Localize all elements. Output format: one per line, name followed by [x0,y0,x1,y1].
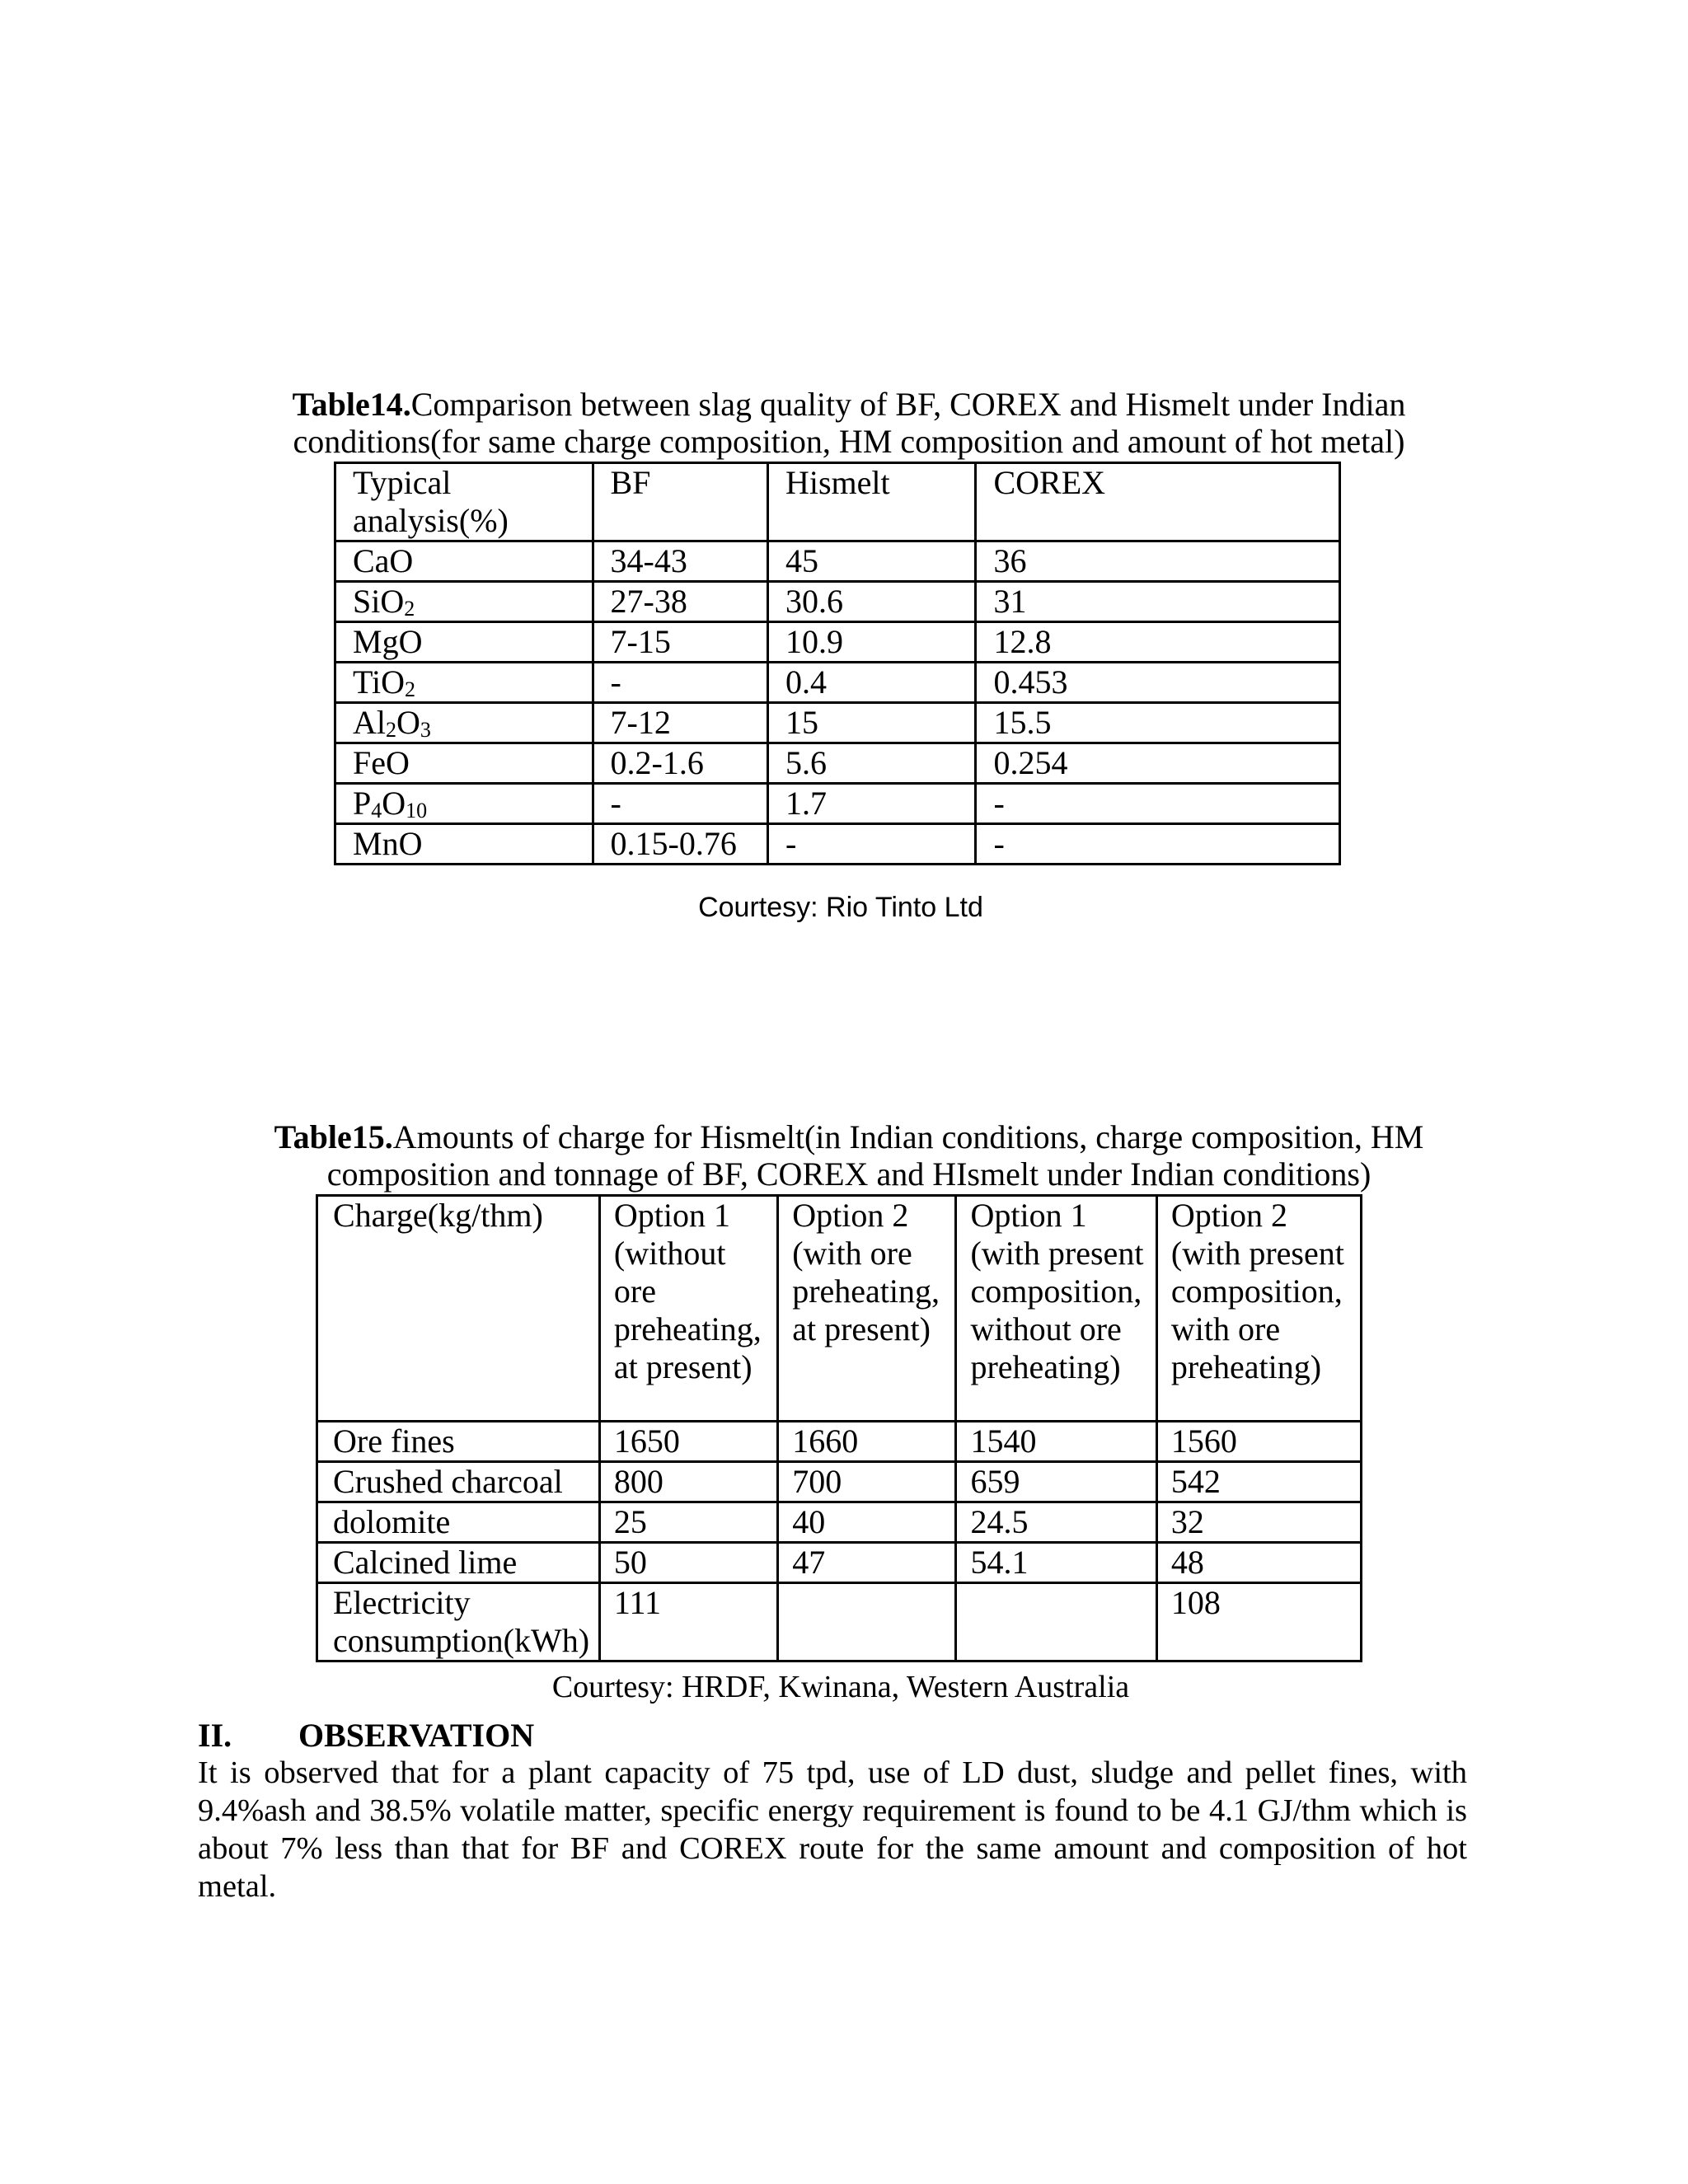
table15-header-option1-present: Option 1 (without ore preheating, at present) [599,1196,777,1422]
cell-hismelt: 15 [767,703,975,743]
table14-courtesy: Courtesy: Rio Tinto Ltd [698,892,983,923]
cell-hismelt: 0.4 [767,663,975,703]
table15-courtesy: Courtesy: HRDF, Kwinana, Western Australia [551,1670,1130,1704]
cell-hismelt: 30.6 [767,582,975,622]
row-label: Calcined lime [317,1543,600,1583]
cell-corex: 36 [976,541,1340,582]
table15-caption-line1: Amounts of charge for Hismelt(in Indian conditions, charge composition, HM [392,1118,1424,1155]
table-row [317,1422,1362,1462]
cell: 108 [1156,1583,1361,1661]
cell: 111 [599,1583,777,1661]
cell: 1540 [956,1422,1156,1462]
cell-hismelt: - [767,824,975,865]
table15-caption [231,1118,1467,1193]
cell-corex: 12.8 [976,622,1340,663]
cell-hismelt: 10.9 [767,622,975,663]
table15-header-option1-composition: Option 1 (with present composition, without ore preheating) [956,1196,1156,1422]
row-label: Electricity consumption(kWh) [317,1583,600,1661]
table15-header-row [317,1196,1362,1422]
cell: 800 [599,1462,777,1502]
table14-header-analysis: Typical analysis(%) [335,463,593,541]
table15-label: Table15. [274,1118,393,1155]
table-row [317,1583,1362,1661]
cell: 48 [1156,1543,1361,1583]
cell: 1650 [599,1422,777,1462]
row-label: CaO [335,541,593,582]
section-title: OBSERVATION [298,1717,535,1754]
table-row [317,1543,1362,1583]
table15-header-charge: Charge(kg/thm) [317,1196,600,1422]
section-number: II. [198,1717,232,1754]
cell-corex: - [976,824,1340,865]
row-label: Ore fines [317,1422,600,1462]
table-row [335,582,1340,622]
cell-bf: 7-15 [593,622,767,663]
cell-corex: 0.254 [976,743,1340,784]
row-label: TiO$_2$ [335,663,593,703]
cell-bf: 0.15-0.76 [593,824,767,865]
cell: 700 [778,1462,956,1502]
cell [956,1583,1156,1661]
table-row [335,824,1340,865]
table15 [316,1194,1362,1662]
table15-header-option2-composition: Option 2 (with present composition, with ore preheating) [1156,1196,1361,1422]
row-label: Crushed charcoal [317,1462,600,1502]
cell-bf: 34-43 [593,541,767,582]
table15-header-option2-present: Option 2 (with ore preheating, at present) [778,1196,956,1422]
cell: 54.1 [956,1543,1156,1583]
cell-hismelt: 5.6 [767,743,975,784]
table-row [335,743,1340,784]
table14-caption [247,386,1451,460]
cell: 659 [956,1462,1156,1502]
row-label: $P_4O_{10}$ [335,784,593,824]
cell-corex: 0.453 [976,663,1340,703]
table-row [317,1462,1362,1502]
table-row [335,541,1340,582]
row-label: FeO [335,743,593,784]
cell: 542 [1156,1462,1361,1502]
cell: 1660 [778,1422,956,1462]
row-label: MgO [335,622,593,663]
cell [778,1583,956,1661]
row-label: MnO [335,824,593,865]
section-heading [198,1716,534,1755]
cell-bf: 0.2-1.6 [593,743,767,784]
cell-corex: 31 [976,582,1340,622]
table14-header-bf: BF [593,463,767,541]
cell-bf: 27-38 [593,582,767,622]
cell-corex: 15.5 [976,703,1340,743]
row-label: SiO$_2$ [335,582,593,622]
table-row [335,663,1340,703]
table14-header-corex: COREX [976,463,1340,541]
cell-corex: - [976,784,1340,824]
table14-header-hismelt: Hismelt [767,463,975,541]
cell-hismelt: 45 [767,541,975,582]
cell: 24.5 [956,1502,1156,1543]
table-row [335,784,1340,824]
cell-hismelt: 1.7 [767,784,975,824]
cell-bf: - [593,663,767,703]
cell: 32 [1156,1502,1361,1543]
table-row [335,622,1340,663]
table14-label: Table14. [292,386,411,423]
row-label: dolomite [317,1502,600,1543]
table-row [335,703,1340,743]
table-row [317,1502,1362,1543]
cell-bf: - [593,784,767,824]
table14-caption-line2: conditions(for same charge composition, HM composition and amount of hot metal) [293,423,1405,460]
observation-paragraph: It is observed that for a plant capacity of 75 tpd, use of LD dust, sludge and pellet fines, with 9.4%ash and 38.5% volatile matter, specific energy requirement is found to be 4.1 GJ/thm which is about 7% less than that for BF and COREX route for the same amount and composition of hot metal. [198,1755,1467,1904]
cell-bf: 7-12 [593,703,767,743]
cell: 47 [778,1543,956,1583]
table14 [334,462,1341,865]
table14-header-row [335,463,1340,541]
table15-caption-line2: composition and tonnage of BF, COREX and HIsmelt under Indian conditions) [326,1155,1372,1193]
cell: 25 [599,1502,777,1543]
row-label: $Al_2O_3$ [335,703,593,743]
cell: 40 [778,1502,956,1543]
cell: 50 [599,1543,777,1583]
table14-caption-line1: Comparison between slag quality of BF, COREX and Hismelt under Indian [410,386,1406,423]
cell: 1560 [1156,1422,1361,1462]
